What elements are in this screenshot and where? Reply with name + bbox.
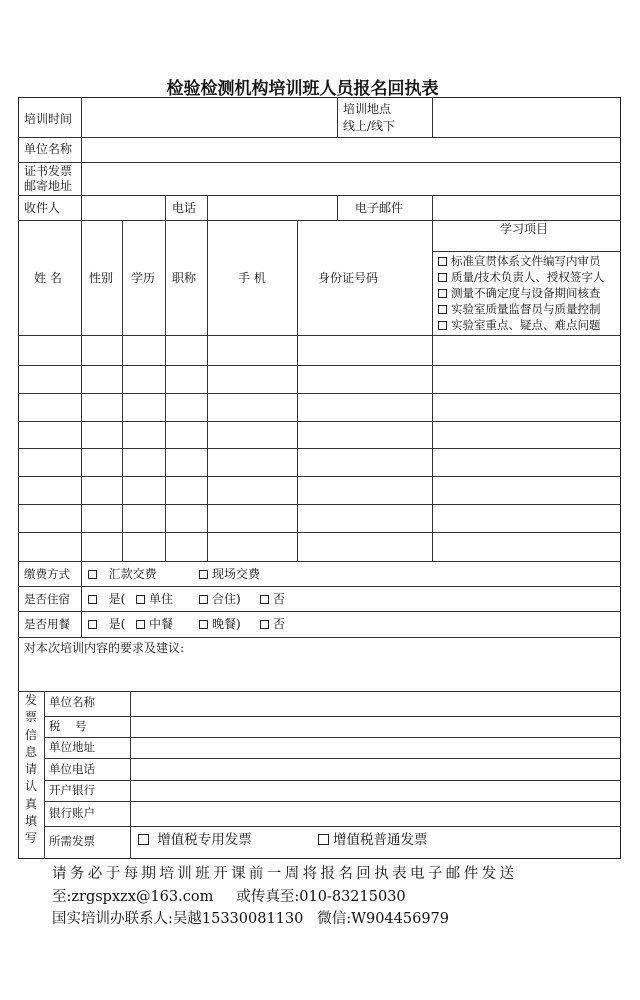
lodging-option-single[interactable]: 单住 <box>136 591 173 607</box>
col-divider <box>81 220 82 561</box>
invoice-address-field[interactable] <box>132 739 620 757</box>
col-header-title: 职称 <box>172 271 197 285</box>
suggestion-label: 对本次培训内容的要求及建议: <box>24 641 185 655</box>
meals-option-lunch[interactable]: 中餐 <box>136 616 173 632</box>
invoice-phone-field[interactable] <box>132 760 620 779</box>
email-field[interactable] <box>434 197 619 219</box>
training-location-field[interactable] <box>434 99 619 136</box>
checkbox-icon[interactable] <box>88 620 97 629</box>
row-divider <box>18 421 621 422</box>
row-divider <box>18 137 621 138</box>
col-divider <box>432 195 433 220</box>
invoice-unit-phone-label: 单位电话 <box>49 762 95 776</box>
meals-option-yes[interactable]: 是( <box>88 616 125 632</box>
invoice-bank-label: 开户银行 <box>49 783 95 797</box>
phone-label: 电话 <box>172 201 197 215</box>
col-divider <box>165 195 166 220</box>
col-divider <box>207 220 208 561</box>
lodging-option-no[interactable]: 否 <box>260 591 285 607</box>
checkbox-icon[interactable] <box>438 257 447 266</box>
invoice-tax-no-label: 税 号 <box>49 719 87 733</box>
training-mode-label: 线上/线下 <box>343 119 396 133</box>
checkbox-icon[interactable] <box>318 834 329 845</box>
checkbox-icon[interactable] <box>138 834 149 845</box>
row-divider <box>432 251 621 252</box>
payment-option-remit[interactable]: 汇款交费 <box>88 566 157 582</box>
row-divider <box>18 691 621 692</box>
row-divider <box>18 504 621 505</box>
col-header-mobile: 手 机 <box>238 271 266 285</box>
col-divider <box>337 195 338 220</box>
row-divider <box>18 195 621 196</box>
mailing-address-field[interactable] <box>83 164 620 194</box>
checkbox-icon[interactable] <box>438 321 447 330</box>
col-header-gender: 性别 <box>89 271 114 285</box>
col-divider <box>207 195 208 220</box>
col-divider <box>337 97 338 137</box>
checkbox-icon[interactable] <box>438 273 447 282</box>
row-divider <box>18 448 621 449</box>
project-option[interactable]: 实验室质量监督员与质量控制 <box>438 302 601 318</box>
email-label: 电子邮件 <box>355 201 404 215</box>
row-divider <box>18 162 621 163</box>
payment-option-onsite[interactable]: 现场交费 <box>199 566 260 582</box>
col-divider <box>432 220 433 561</box>
row-divider <box>18 393 621 394</box>
phone-field[interactable] <box>209 197 336 219</box>
cert-address-label-1: 证书发票 <box>24 164 73 178</box>
suggestion-field[interactable] <box>20 656 620 690</box>
col-divider <box>81 561 82 637</box>
meals-label: 是否用餐 <box>24 617 70 631</box>
col-header-id-number: 身份证号码 <box>318 271 379 285</box>
cert-address-label-2: 邮寄地址 <box>24 179 73 193</box>
row-divider <box>18 532 621 533</box>
invoice-needed-label: 所需发票 <box>49 834 95 848</box>
recipient-field[interactable] <box>83 197 164 219</box>
invoice-unit-address-label: 单位地址 <box>49 740 95 754</box>
payment-label: 缴费方式 <box>24 567 70 581</box>
checkbox-icon[interactable] <box>136 595 145 604</box>
row-divider <box>18 561 621 562</box>
footer-contact-email-fax: 至:zrgspxzx@163.com 或传真至:010-83215030 <box>52 889 406 905</box>
col-header-education: 学历 <box>131 271 156 285</box>
lodging-label: 是否住宿 <box>24 592 70 606</box>
row-divider <box>18 335 621 336</box>
checkbox-icon[interactable] <box>199 570 208 579</box>
training-location-label: 培训地点 <box>343 102 392 116</box>
project-option[interactable]: 标准宣贯体系文件编写内审员 <box>438 254 601 270</box>
training-time-field[interactable] <box>83 99 336 136</box>
meals-option-no[interactable]: 否 <box>260 616 285 632</box>
checkbox-icon[interactable] <box>88 570 97 579</box>
invoice-unit-name-field[interactable] <box>132 693 620 715</box>
checkbox-icon[interactable] <box>438 289 447 298</box>
project-option[interactable]: 测量不确定度与设备期间核查 <box>438 286 601 302</box>
invoice-tax-no-field[interactable] <box>132 718 620 736</box>
row-divider <box>18 637 621 638</box>
checkbox-icon[interactable] <box>199 595 208 604</box>
row-divider <box>18 476 621 477</box>
checkbox-icon[interactable] <box>88 595 97 604</box>
checkbox-icon[interactable] <box>260 595 269 604</box>
checkbox-icon[interactable] <box>260 620 269 629</box>
invoice-account-label: 银行账户 <box>49 806 95 820</box>
lodging-option-yes[interactable]: 是( <box>88 591 125 607</box>
invoice-side-label: 发票信息请认真填写 <box>24 693 37 846</box>
col-divider <box>297 220 298 561</box>
col-divider <box>130 691 131 859</box>
unit-name-label: 单位名称 <box>24 142 73 156</box>
checkbox-icon[interactable] <box>199 620 208 629</box>
invoice-option-normal[interactable]: 增值税普通发票 <box>318 832 428 848</box>
invoice-unit-name-label: 单位名称 <box>49 695 95 709</box>
footer-contact-person: 国实培训办联系人:吴越15330081130 微信:W904456979 <box>52 911 450 927</box>
checkbox-icon[interactable] <box>136 620 145 629</box>
meals-option-dinner[interactable]: 晚餐) <box>199 616 241 632</box>
checkbox-icon[interactable] <box>438 305 447 314</box>
invoice-bank-field[interactable] <box>132 782 620 800</box>
row-divider <box>18 365 621 366</box>
col-divider <box>432 97 433 137</box>
unit-name-field[interactable] <box>83 139 620 161</box>
page-title: 检验检测机构培训班人员报名回执表 <box>166 79 439 99</box>
invoice-account-field[interactable] <box>132 803 620 825</box>
project-option[interactable]: 质量/技术负责人、授权签字人 <box>438 270 604 286</box>
col-divider <box>81 97 82 220</box>
row-divider <box>18 611 621 612</box>
footer-instruction: 请务必于每期培训班开课前一周将报名回执表电子邮件发送 <box>52 866 518 882</box>
project-option[interactable]: 实验室重点、疑点、难点问题 <box>438 318 601 334</box>
recipient-label: 收件人 <box>24 201 61 215</box>
training-time-label: 培训时间 <box>24 112 73 126</box>
lodging-option-shared[interactable]: 合住) <box>199 591 241 607</box>
col-divider <box>165 220 166 561</box>
row-divider <box>18 586 621 587</box>
invoice-option-special[interactable]: 增值税专用发票 <box>138 832 252 848</box>
col-divider <box>44 691 45 859</box>
col-header-project: 学习项目 <box>500 222 549 236</box>
col-divider <box>122 220 123 561</box>
col-header-name: 姓 名 <box>34 271 62 285</box>
